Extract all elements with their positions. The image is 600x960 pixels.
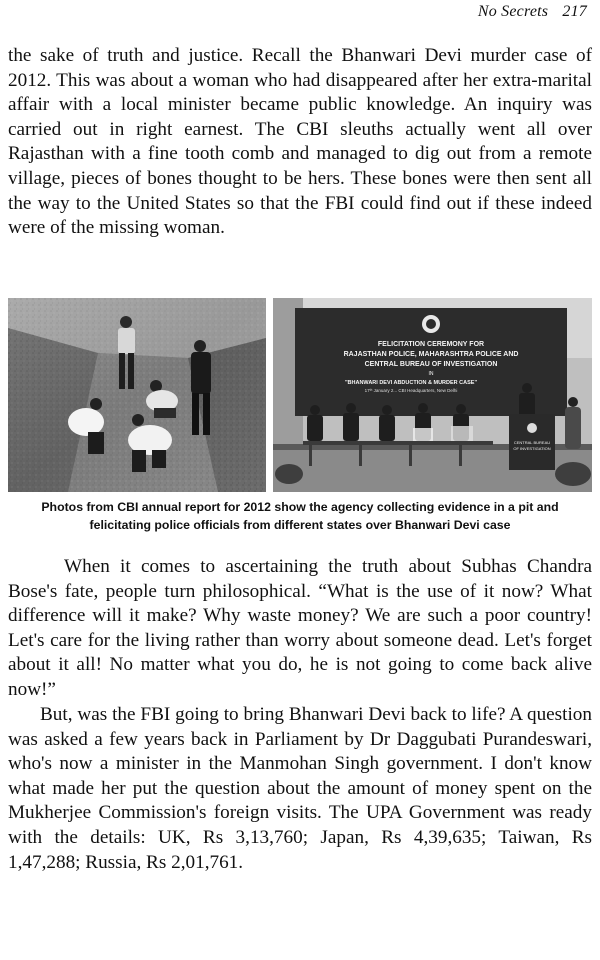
banner-line-2: RAJASTHAN POLICE, MAHARASHTRA POLICE AND: [343, 351, 519, 358]
ceremony-scene-image: [273, 298, 592, 492]
paragraph-fbi-question: But, was the FBI going to bring Bhanwari Devi back to life? A question was asked a few years back in Parliament by Dr Daggubati Purandeswari, who's now a minister in the Manmohan Singh government. I don't know what made her put the question about the amount of money spent on the Mukherjee Commission's foreign visits. The UPA Government was ready with the details: UK, Rs 3,13,760; Japan, Rs 4,39,635; Taiwan, Rs 1,47,288; Russia, Rs 2,01,761.: [8, 704, 592, 873]
banner-line-5: "BHANWARI DEVI ABDUCTION & MURDER CASE": [344, 380, 478, 386]
photo-evidence-pit: [8, 298, 266, 492]
pit-scene-image: [8, 298, 266, 492]
caption-line-1: Photos from CBI annual report for 2012 show the agency collecting evidence in a pit and: [41, 500, 559, 514]
caption-line-2: felicitating police officials from different states over Bhanwari Devi case: [89, 518, 511, 532]
running-head: [478, 3, 587, 21]
page-number: 217: [562, 3, 587, 20]
banner-line-6: 17ᵗʰ January 2... CBI Headquarters, New Delhi: [364, 388, 458, 393]
podium-emblem-icon: [527, 423, 537, 433]
podium-text-line-2: OF INVESTIGATION: [513, 446, 551, 451]
running-head-title: No Secrets: [477, 3, 549, 20]
photo-caption: [8, 498, 592, 534]
podium-text-line-1: CENTRAL BUREAU: [513, 440, 551, 445]
paragraph-bhanwari-case: the sake of truth and justice. Recall the Bhanwari Devi murder case of 2012. This was about a woman who had disappeared after her extra-marital affair with a local minister became public knowledge. An inquiry was carried out in right earnest. The CBI sleuths actually went all over Rajasthan with a fine tooth comb and managed to dig out from a remote village, pieces of bones thought to be hers. These bones were then sent all the way to the United States so that the FBI could find out if these indeed were of the missing woman.: [8, 45, 592, 239]
banner-line-3: CENTRAL BUREAU OF INVESTIGATION: [364, 361, 498, 368]
photo-felicitation-ceremony: [273, 298, 592, 492]
banner-line-4: IN: [428, 371, 434, 377]
photo-row: [8, 298, 592, 492]
banner-line-1: FELICITATION CEREMONY FOR: [377, 341, 485, 348]
podium: [509, 414, 555, 470]
paragraph-bose-fate: When it comes to ascertaining the truth about Subhas Chandra Bose's fate, people turn philosophical. “What is the use of it now? What difference will it make? Why waste money? We are such a poor country! Let's care for the living rather than worry about someone dead. Let's forget about it all! No matter what you do, he is not going to come back alive now!”: [8, 556, 592, 700]
